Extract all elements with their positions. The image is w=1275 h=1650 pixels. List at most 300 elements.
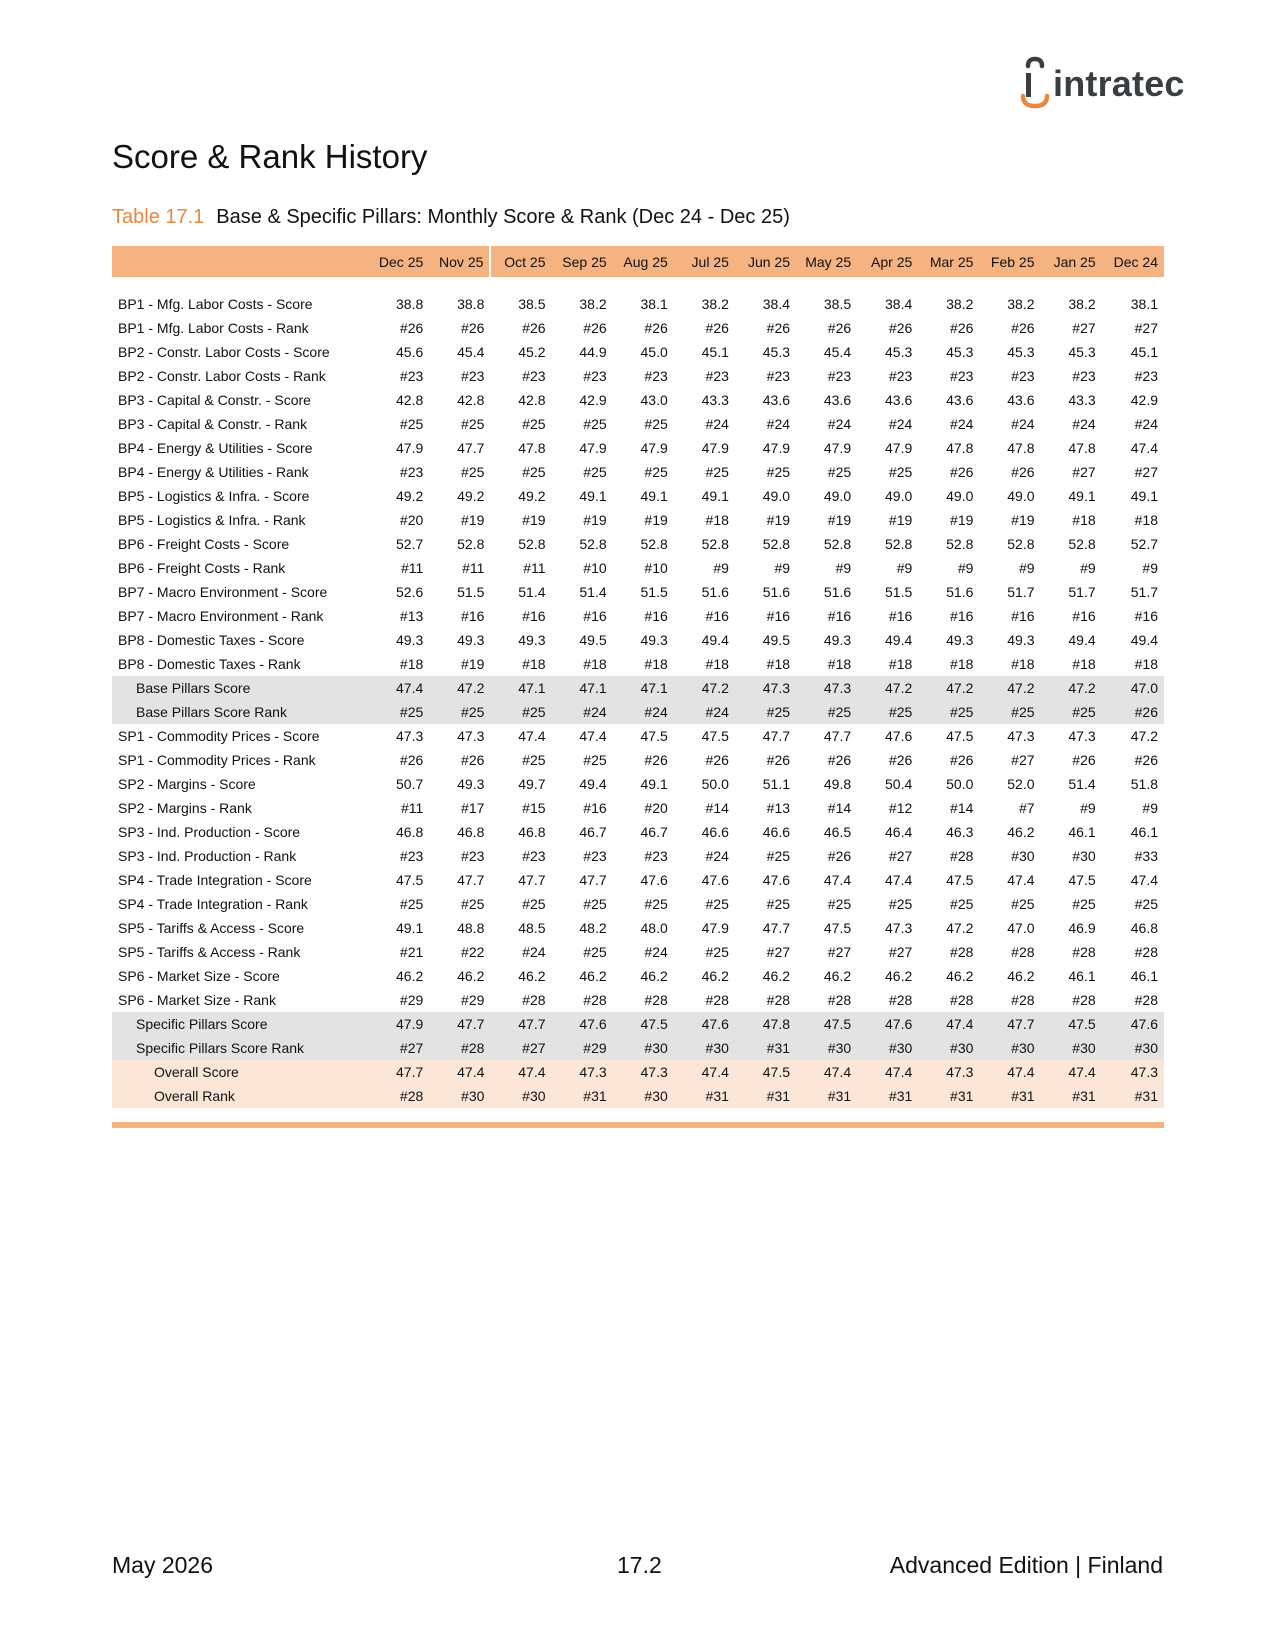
table-cell: 49.1	[640, 776, 668, 792]
table-cell: 46.2	[640, 968, 668, 984]
table-cell: #25	[461, 464, 485, 480]
table-cell: 47.9	[823, 440, 852, 456]
table-cell: #28	[950, 848, 974, 864]
table-cell: #30	[1072, 848, 1096, 864]
table-cell: #16	[522, 608, 546, 624]
table-cell: #28	[644, 992, 668, 1008]
table-cell: 47.6	[1102, 1012, 1164, 1036]
table-cell: #26	[950, 320, 974, 336]
logo-wordmark: intratec	[1053, 63, 1185, 104]
table-cell: #11	[400, 800, 424, 816]
table-cell: 45.3	[1007, 344, 1035, 360]
table-row	[112, 844, 1164, 868]
table-cell: #23	[1072, 368, 1096, 384]
table-cell: #18	[1134, 512, 1158, 528]
table-cell: #19	[950, 512, 974, 528]
table-cell: 46.6	[701, 824, 729, 840]
table-row	[112, 1060, 1164, 1084]
table-cell: 49.1	[579, 488, 607, 504]
table-cell: #25	[888, 896, 913, 912]
table-cell: 47.3	[885, 920, 913, 936]
table-cell: #28	[827, 992, 852, 1008]
table-cell: 42.8	[518, 392, 546, 408]
table-cell: #25	[796, 700, 857, 724]
table-cell: #11	[523, 560, 546, 576]
table-title: Base & Specific Pillars: Monthly Score & Rank (Dec 24 - Dec 25)	[216, 206, 790, 228]
table-cell: 51.7	[1130, 584, 1158, 600]
table-cell: #18	[766, 656, 791, 672]
table-cell: 47.2	[429, 676, 490, 700]
table-cell: 52.6	[396, 584, 424, 600]
table-cell: #27	[368, 1036, 429, 1060]
table-cell: #30	[674, 1036, 735, 1060]
table-cell: #24	[766, 416, 791, 432]
table-cell: 47.4	[674, 1060, 735, 1084]
table-cell: 47.6	[552, 1012, 613, 1036]
table-cell: 49.2	[457, 488, 485, 504]
table-row	[112, 604, 1164, 628]
table-cell: 49.1	[640, 488, 668, 504]
row-label: BP8 - Domestic Taxes - Score	[118, 632, 305, 648]
table-cell: #19	[1011, 512, 1035, 528]
table-cell: 47.9	[885, 440, 913, 456]
table-cell: #25	[857, 700, 918, 724]
table-cell: 47.5	[640, 728, 668, 744]
table-cell: 49.1	[1130, 488, 1158, 504]
table-cell: #33	[1134, 848, 1158, 864]
table-cell: 45.4	[457, 344, 485, 360]
table-cell: 47.4	[429, 1060, 490, 1084]
table-cell: 52.8	[579, 536, 607, 552]
table-cell: 45.4	[823, 344, 852, 360]
table-cell: 45.3	[1068, 344, 1096, 360]
table-row	[112, 316, 1164, 340]
table-cell: 52.8	[457, 536, 485, 552]
row-label: SP6 - Market Size - Rank	[118, 992, 276, 1008]
table-cell: #30	[1102, 1036, 1164, 1060]
table-cell: 47.7	[490, 1012, 551, 1036]
table-cell: 51.4	[518, 584, 546, 600]
table-cell: #25	[490, 700, 551, 724]
table-cell: #31	[1041, 1084, 1102, 1108]
row-label: SP4 - Trade Integration - Rank	[118, 896, 308, 912]
table-cell: 45.2	[518, 344, 546, 360]
table-row	[112, 652, 1164, 676]
table-cell: #25	[429, 700, 490, 724]
row-label: SP3 - Ind. Production - Score	[118, 824, 301, 840]
table-cell: 50.0	[946, 776, 974, 792]
table-cell: 47.6	[885, 728, 913, 744]
table-cell: #26	[705, 320, 729, 336]
table-cell: 47.8	[518, 440, 546, 456]
table-cell: 47.6	[701, 872, 729, 888]
table-cell: 49.3	[518, 632, 546, 648]
table-cell: 38.2	[701, 296, 729, 312]
table-cell: #26	[827, 848, 852, 864]
table-row	[112, 916, 1164, 940]
table-cell: #28	[1134, 992, 1158, 1008]
table-cell: #28	[1011, 992, 1035, 1008]
table-cell: #26	[950, 752, 974, 768]
table-cell: #23	[399, 368, 424, 384]
table-row	[112, 940, 1164, 964]
table-cell: #30	[796, 1036, 857, 1060]
table-cell: 47.5	[796, 1012, 857, 1036]
table-cell: #23	[583, 848, 607, 864]
spacer-row	[112, 277, 1164, 292]
table-cell: #23	[522, 848, 546, 864]
table-cell: #23	[888, 368, 913, 384]
table-cell: 47.5	[701, 728, 729, 744]
table-cell: 38.5	[823, 296, 852, 312]
table-cell: #21	[399, 944, 424, 960]
table-cell: 47.3	[1007, 728, 1035, 744]
table-cell: #25	[735, 700, 796, 724]
table-cell: 51.5	[885, 584, 913, 600]
table-cell: #25	[950, 896, 974, 912]
table-cell: #9	[1142, 800, 1158, 816]
table-cell: 49.1	[1068, 488, 1096, 504]
table-cell: 47.2	[1130, 728, 1158, 744]
row-label: SP5 - Tariffs & Access - Rank	[118, 944, 301, 960]
table-cell: #28	[888, 992, 913, 1008]
table-cell: 47.4	[579, 728, 607, 744]
table-cell: 51.6	[823, 584, 852, 600]
table-cell: #16	[1072, 608, 1096, 624]
footer-edition: Advanced Edition | Finland	[889, 1552, 1163, 1578]
table-row	[112, 964, 1164, 988]
table-cell: #18	[1072, 656, 1096, 672]
table-cell: 46.1	[1130, 824, 1158, 840]
table-cell: #26	[766, 320, 791, 336]
table-cell: #25	[766, 464, 791, 480]
table-row	[112, 1084, 1164, 1108]
table-cell: #25	[583, 416, 607, 432]
footer-page-number: 17.2	[617, 1552, 662, 1578]
table-cell: #9	[1142, 560, 1158, 576]
table-cell: #27	[888, 944, 913, 960]
column-header: Aug 25	[613, 246, 674, 277]
row-label: BP6 - Freight Costs - Rank	[118, 560, 286, 576]
table-cell: 49.8	[823, 776, 852, 792]
table-cell: 49.0	[946, 488, 974, 504]
table-cell: 38.2	[1068, 296, 1096, 312]
table-cell: 46.5	[823, 824, 852, 840]
table-cell: 52.8	[762, 536, 791, 552]
table-cell: #31	[979, 1084, 1040, 1108]
table-cell: 47.1	[490, 676, 551, 700]
table-cell: 51.5	[640, 584, 668, 600]
table-cell: 51.7	[1068, 584, 1096, 600]
table-cell: 48.8	[457, 920, 485, 936]
table-cell: 49.4	[701, 632, 729, 648]
table-cell: 48.2	[579, 920, 607, 936]
table-cell: #26	[705, 752, 729, 768]
table-cell: #25	[827, 464, 852, 480]
table-cell: #25	[705, 896, 729, 912]
table-cell: #23	[950, 368, 974, 384]
row-label: Base Pillars Score Rank	[112, 700, 368, 724]
table-row	[112, 820, 1164, 844]
table-cell: #25	[1072, 896, 1096, 912]
table-cell: 48.0	[640, 920, 668, 936]
table-cell: #16	[827, 608, 852, 624]
table-cell: 51.6	[762, 584, 791, 600]
table-cell: 46.2	[885, 968, 913, 984]
table-cell: #25	[522, 416, 546, 432]
table-cell: #16	[461, 608, 485, 624]
table-row	[112, 724, 1164, 748]
table-cell: #23	[766, 368, 791, 384]
table-cell: 47.2	[1041, 676, 1102, 700]
row-label: BP5 - Logistics & Infra. - Score	[118, 488, 310, 504]
table-cell: #19	[888, 512, 913, 528]
table-cell: 47.8	[1068, 440, 1096, 456]
table-cell: #23	[705, 368, 729, 384]
table-cell: #18	[1134, 656, 1158, 672]
table-cell: #31	[552, 1084, 613, 1108]
table-cell: 47.5	[1041, 1012, 1102, 1036]
table-cell: #31	[735, 1084, 796, 1108]
table-cell: #25	[979, 700, 1040, 724]
row-label: Specific Pillars Score Rank	[112, 1036, 368, 1060]
column-header: Jun 25	[735, 246, 796, 277]
table-cell: #16	[950, 608, 974, 624]
table-cell: #16	[705, 608, 729, 624]
table-cell: #30	[918, 1036, 979, 1060]
table-cell: 52.8	[701, 536, 729, 552]
table-row	[112, 460, 1164, 484]
table-bottom-rule	[112, 1122, 1164, 1128]
table-cell: 47.3	[918, 1060, 979, 1084]
table-cell: #25	[918, 700, 979, 724]
table-cell: 46.7	[640, 824, 668, 840]
table-cell: #20	[644, 800, 668, 816]
table-cell: 45.1	[701, 344, 729, 360]
table-cell: #27	[490, 1036, 551, 1060]
table-cell: #31	[857, 1084, 918, 1108]
table-cell: 51.7	[1007, 584, 1035, 600]
table-number: Table 17.1	[112, 206, 205, 228]
table-cell: #23	[644, 848, 668, 864]
table-cell: 46.2	[946, 968, 974, 984]
table-cell: #26	[827, 320, 852, 336]
table-cell: #28	[368, 1084, 429, 1108]
table-cell: 51.6	[946, 584, 974, 600]
table-cell: 43.6	[1007, 392, 1035, 408]
row-label: BP2 - Constr. Labor Costs - Rank	[118, 368, 326, 384]
table-cell: 47.5	[946, 728, 974, 744]
table-cell: 51.6	[701, 584, 729, 600]
table-cell: #9	[1080, 800, 1096, 816]
table-cell: #14	[950, 800, 974, 816]
table-cell: 47.3	[1102, 1060, 1164, 1084]
table-cell: 46.2	[1007, 968, 1035, 984]
table-cell: 45.3	[885, 344, 913, 360]
footer-date: May 2026	[112, 1552, 214, 1578]
table-cell: #24	[552, 700, 613, 724]
table-cell: #23	[644, 368, 668, 384]
table-row	[112, 580, 1164, 604]
table-cell: 49.5	[579, 632, 607, 648]
table-cell: 38.8	[396, 296, 424, 312]
table-cell: #7	[1018, 800, 1035, 816]
table-cell: #27	[1072, 464, 1096, 480]
table-cell: #26	[522, 320, 546, 336]
row-label: BP4 - Energy & Utilities - Rank	[118, 464, 309, 480]
table-row	[112, 436, 1164, 460]
table-cell: #31	[674, 1084, 735, 1108]
table-cell: 43.6	[885, 392, 913, 408]
table-cell: 44.9	[579, 344, 607, 360]
table-cell: 47.3	[396, 728, 424, 744]
table-cell: #25	[705, 944, 729, 960]
column-header: May 25	[796, 246, 857, 277]
table-cell: 50.4	[885, 776, 913, 792]
table-cell: 38.1	[640, 296, 668, 312]
row-label: SP6 - Market Size - Score	[118, 968, 280, 984]
table-cell: 49.3	[946, 632, 974, 648]
table-cell: #29	[399, 992, 424, 1008]
table-cell: #9	[896, 560, 913, 576]
table-cell: 43.6	[823, 392, 852, 408]
row-label: BP5 - Logistics & Infra. - Rank	[118, 512, 306, 528]
table-cell: #25	[522, 752, 546, 768]
table-cell: #13	[399, 608, 424, 624]
table-cell: 42.9	[579, 392, 607, 408]
table-cell: #25	[888, 464, 913, 480]
table-cell: 47.9	[579, 440, 607, 456]
table-cell: #18	[705, 512, 729, 528]
logo-mark-icon	[1018, 56, 1054, 114]
table-cell: 49.5	[762, 632, 791, 648]
table-cell: 47.2	[674, 676, 735, 700]
table-cell: 43.0	[640, 392, 668, 408]
table-cell: 47.4	[1130, 872, 1158, 888]
table-cell: 47.9	[368, 1012, 429, 1036]
table-cell: #26	[644, 752, 668, 768]
table-cell: #9	[713, 560, 729, 576]
table-cell: 49.3	[396, 632, 424, 648]
table-cell: #25	[583, 752, 607, 768]
table-cell: 52.7	[396, 536, 424, 552]
table-body	[112, 277, 1164, 1108]
table-cell: #18	[827, 656, 852, 672]
table-cell: #29	[461, 992, 485, 1008]
table-cell: 46.2	[701, 968, 729, 984]
table-cell: #25	[705, 464, 729, 480]
table-cell: #10	[583, 560, 607, 576]
table-cell: 47.3	[457, 728, 485, 744]
table-cell: 45.3	[946, 344, 974, 360]
table-cell: #9	[774, 560, 791, 576]
table-cell: #26	[461, 752, 485, 768]
row-label: Base Pillars Score	[112, 676, 368, 700]
table-cell: #18	[1011, 656, 1035, 672]
table-cell: #30	[1011, 848, 1035, 864]
table-cell: 47.7	[429, 1012, 490, 1036]
table-cell: 47.4	[1041, 1060, 1102, 1084]
table-cell: #31	[1102, 1084, 1164, 1108]
table-cell: #28	[950, 944, 974, 960]
table-cell: #26	[1011, 320, 1035, 336]
table-cell: 47.6	[762, 872, 791, 888]
table-cell: 47.9	[701, 440, 729, 456]
table-cell: 47.6	[640, 872, 668, 888]
table-cell: 46.1	[1130, 968, 1158, 984]
table-cell: 46.4	[885, 824, 913, 840]
table-cell: 47.2	[979, 676, 1040, 700]
table-cell: 47.4	[796, 1060, 857, 1084]
table-cell: #26	[827, 752, 852, 768]
table-row	[112, 628, 1164, 652]
table-cell: #16	[766, 608, 791, 624]
table-cell: #25	[1134, 896, 1158, 912]
table-cell: 47.7	[762, 920, 791, 936]
table-cell: 46.2	[762, 968, 791, 984]
table-cell: #13	[766, 800, 791, 816]
table-cell: 51.4	[1068, 776, 1096, 792]
table-cell: #23	[1011, 368, 1035, 384]
table-cell: 47.8	[735, 1012, 796, 1036]
table-cell: 49.3	[823, 632, 852, 648]
table-row	[112, 484, 1164, 508]
table-cell: 46.2	[823, 968, 852, 984]
table-cell: #14	[827, 800, 852, 816]
table-cell: 51.5	[457, 584, 485, 600]
table-cell: 47.6	[674, 1012, 735, 1036]
table-cell: #24	[827, 416, 852, 432]
page-title: Score & Rank History	[112, 138, 428, 175]
table-cell: #28	[1072, 944, 1096, 960]
row-label: BP2 - Constr. Labor Costs - Score	[118, 344, 330, 360]
table-cell: 47.4	[1130, 440, 1158, 456]
table-cell: #25	[461, 416, 485, 432]
table-cell: 49.3	[457, 776, 485, 792]
table-cell: #24	[522, 944, 546, 960]
table-cell: 47.0	[1007, 920, 1035, 936]
table-cell: 45.6	[396, 344, 424, 360]
table-row	[112, 556, 1164, 580]
column-header: Mar 25	[918, 246, 979, 277]
table-cell: 47.3	[796, 676, 857, 700]
table-cell: #28	[429, 1036, 490, 1060]
table-cell: #25	[1011, 896, 1035, 912]
column-header: Jan 25	[1041, 246, 1102, 277]
table-cell: 51.4	[579, 584, 607, 600]
table-header-row	[112, 246, 1164, 277]
table-cell: 47.8	[1007, 440, 1035, 456]
table-cell: 46.3	[946, 824, 974, 840]
table-cell: #16	[583, 800, 607, 816]
table-cell: #26	[1011, 464, 1035, 480]
table-cell: #9	[835, 560, 852, 576]
table-cell: #19	[522, 512, 546, 528]
table-cell: #30	[1041, 1036, 1102, 1060]
table-cell: #28	[705, 992, 729, 1008]
table-cell: 47.3	[552, 1060, 613, 1084]
table-cell: 38.5	[518, 296, 546, 312]
table-cell: #26	[1072, 752, 1096, 768]
table-cell: 46.7	[579, 824, 607, 840]
row-label: BP1 - Mfg. Labor Costs - Rank	[118, 320, 309, 336]
table-cell: #24	[1134, 416, 1158, 432]
row-label: Specific Pillars Score	[112, 1012, 368, 1036]
table-cell: #25	[368, 700, 429, 724]
table-cell: 47.4	[490, 1060, 551, 1084]
table-cell: #26	[583, 320, 607, 336]
table-cell: 50.0	[701, 776, 729, 792]
